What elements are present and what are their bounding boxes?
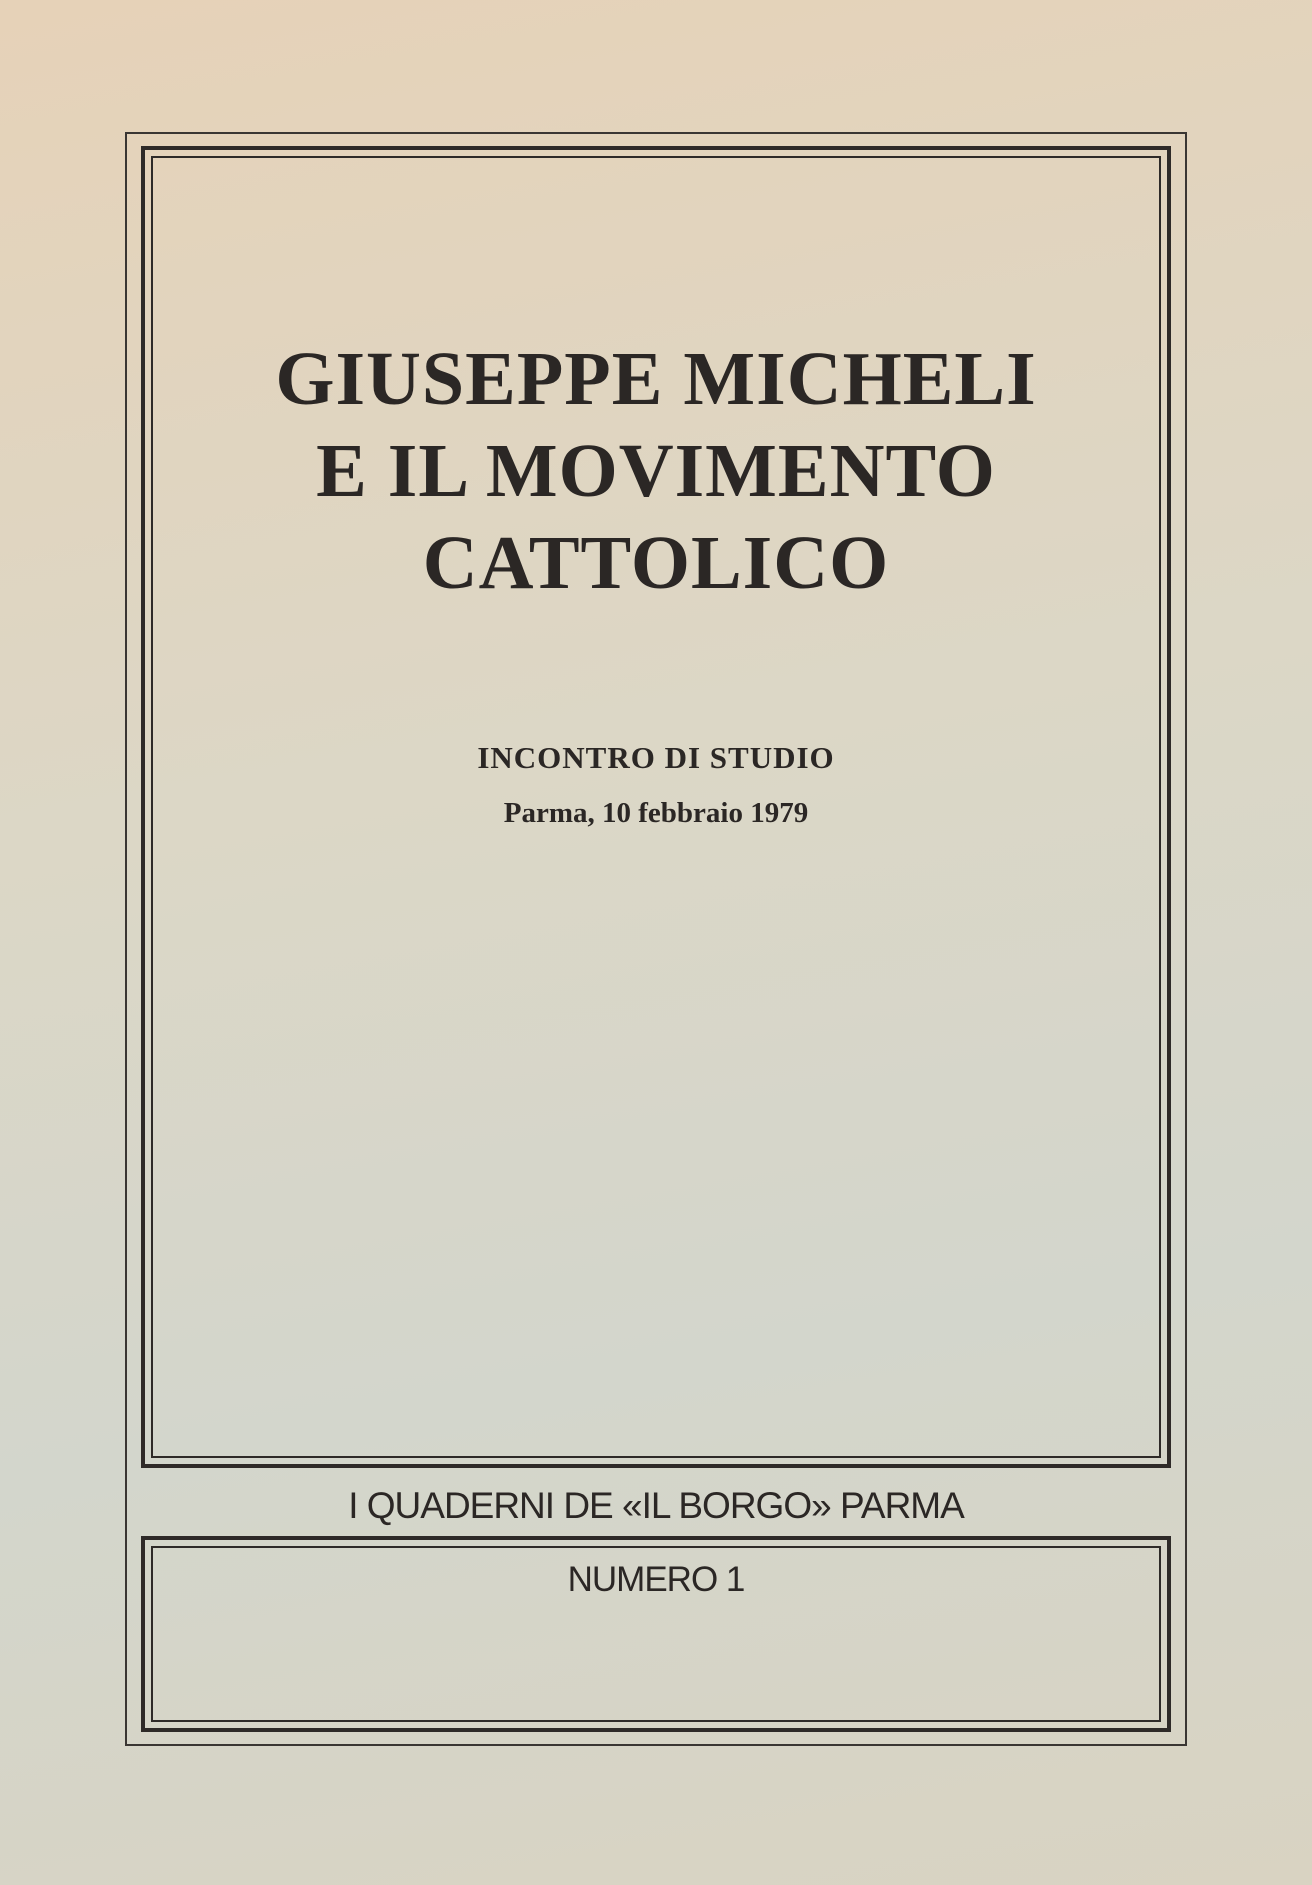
title-line-2: E IL MOVIMENTO [316,429,996,513]
title-line-3: CATTOLICO [422,521,890,605]
issue-number: NUMERO 1 [567,1560,745,1599]
title-line-1: GIUSEPPE MICHELI [275,337,1037,421]
cover-title [0,333,1312,609]
cover-place-date: Parma, 10 febbraio 1979 [503,797,809,829]
series-name: I QUADERNI DE «IL BORGO» PARMA [348,1485,964,1526]
cover-subtitle: INCONTRO DI STUDIO [477,740,835,775]
